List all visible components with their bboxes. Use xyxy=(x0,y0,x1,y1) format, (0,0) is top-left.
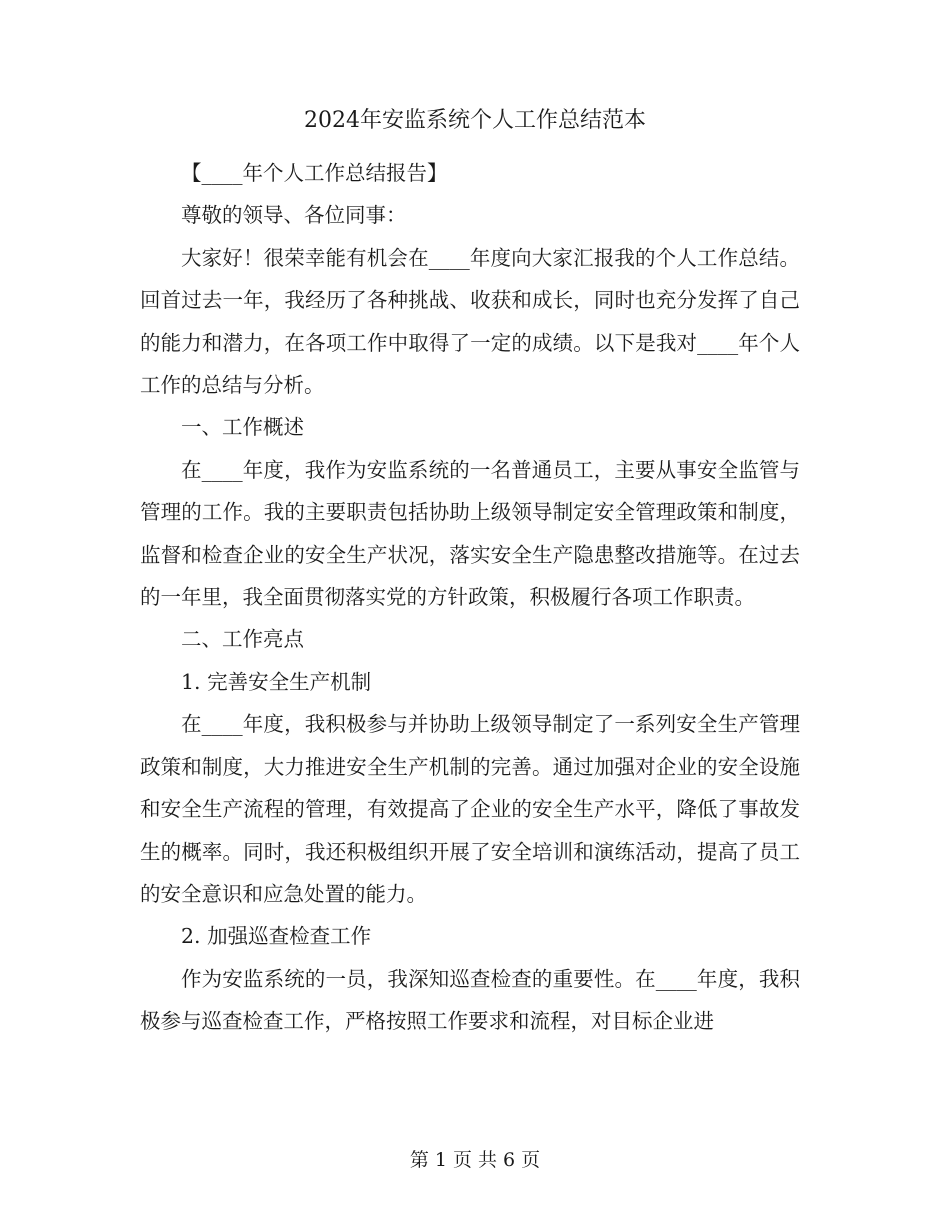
safety-mechanism-paragraph: 在____年度，我积极参与并协助上级领导制定了一系列安全生产管理政策和制度，大力推进安全生产机制的完善。通过加强对企业的安全设施和安全生产流程的管理，有效提高了企业的安全生产水平，降低了事故发生的概率。同时，我还积极组织开展了安全培训和演练活动，提高了员工的安全意识和应急处置的能力。 xyxy=(140,712,800,906)
page-number-footer: 第 1 页 共 6 页 xyxy=(409,1149,541,1171)
inspection-paragraph: 作为安监系统的一员，我深知巡查检查的重要性。在____年度，我积极参与巡查检查工作，严格按照工作要求和流程，对目标企业进 xyxy=(140,966,800,1034)
report-heading: 【____年个人工作总结报告】 xyxy=(181,161,448,185)
document-body xyxy=(140,152,800,1043)
intro-paragraph: 大家好！很荣幸能有机会在____年度向大家汇报我的个人工作总结。回首过去一年，我经历了各种挑战、收获和成长，同时也充分发挥了自己的能力和潜力，在各项工作中取得了一定的成绩。以下是我对____年个人工作的总结与分析。 xyxy=(140,245,800,398)
subheading-inspection: 2. 加强巡查检查工作 xyxy=(181,924,372,949)
overview-paragraph: 在____年度，我作为安监系统的一名普通员工，主要从事安全监管与管理的工作。我的主要职责包括协助上级领导制定安全管理政策和制度，监督和检查企业的安全生产状况，落实安全生产隐患整改措施等。在过去的一年里，我全面贯彻落实党的方针政策，积极履行各项工作职责。 xyxy=(140,457,800,610)
section-heading-highlights: 二、工作亮点 xyxy=(181,627,304,652)
document-title: 2024年安监系统个人工作总结范本 xyxy=(304,108,646,133)
salutation: 尊敬的领导、各位同事： xyxy=(181,203,407,228)
subheading-safety-mechanism: 1. 完善安全生产机制 xyxy=(181,669,372,694)
section-heading-overview: 一、工作概述 xyxy=(181,415,304,440)
